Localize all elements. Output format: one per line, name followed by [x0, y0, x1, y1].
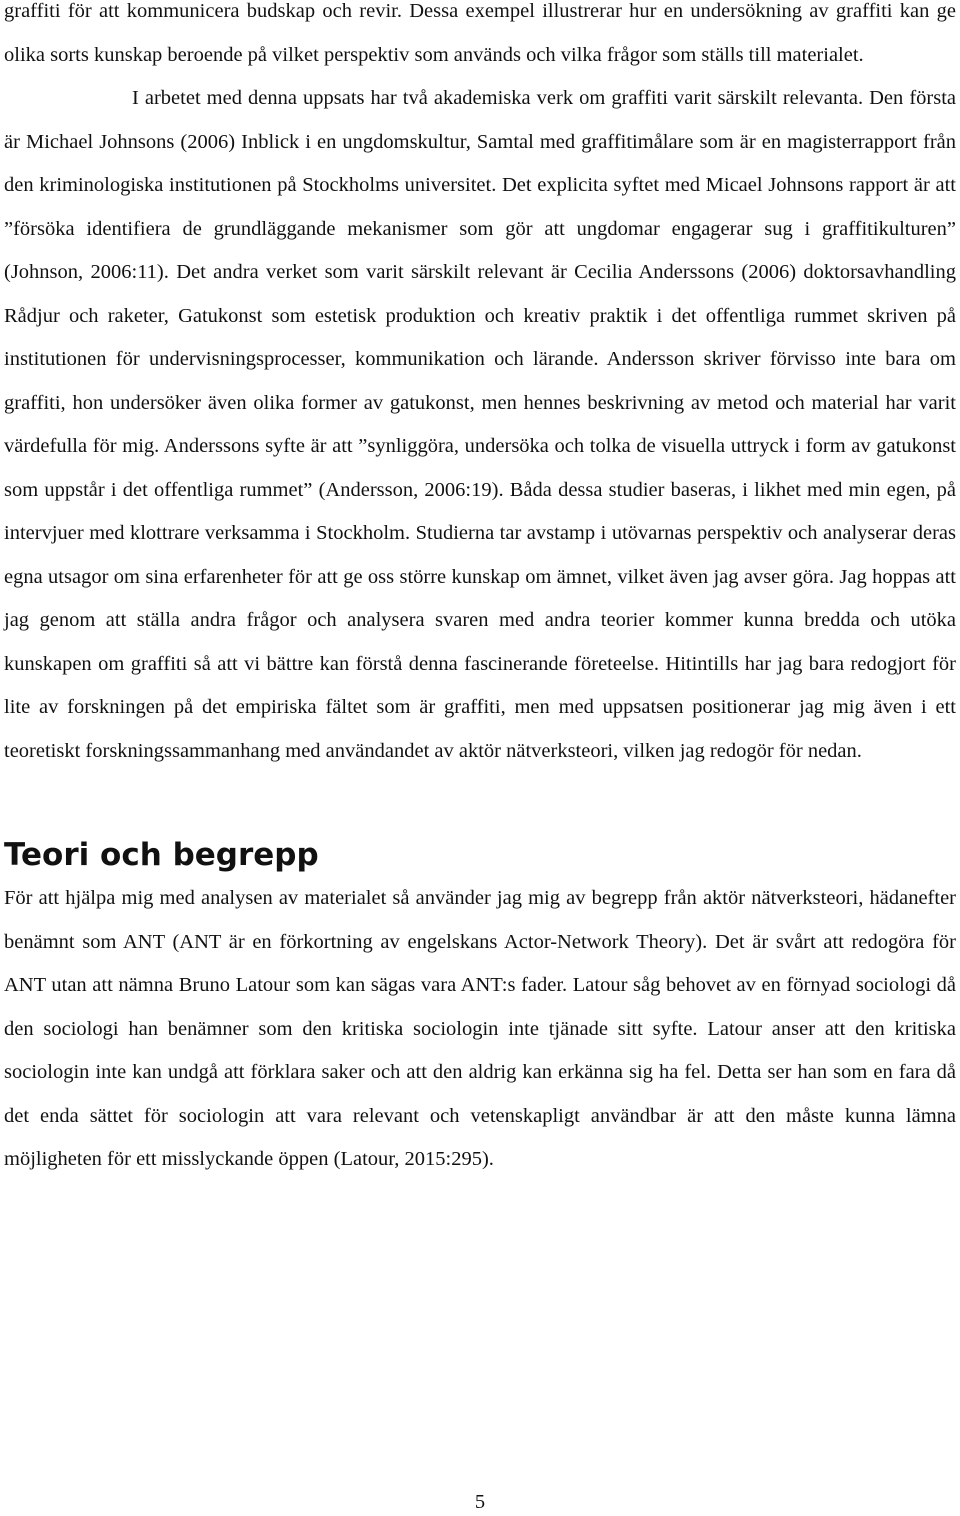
- section-heading: Teori och begrepp: [4, 837, 319, 873]
- paragraph-theory: För att hjälpa mig med analysen av materialet så använder jag mig av begrepp från aktör nätverksteori, hädanefter benämnt som ANT (ANT är en förkortning av engelskans Actor-Network Theory). Det är svårt att redogöra för ANT utan att nämna Bruno Latour som kan sägas vara ANT:s fader. Latour såg behovet av en förnyad sociologi då den sociologi han benämner som den kritiska sociologin inte tjänade sitt syfte. Latour anser att den kritiska sociologin inte kan undgå att förklara saker och att den aldrig kan erkänna sig ha fel. Detta ser han som en fara då det enda sättet för sociologin att vara relevant och vetenskapligt användbar är att den måste kunna lämna möjligheten för ett misslyckande öppen (Latour, 2015:295).: [4, 887, 956, 1170]
- paragraph-previous-research: I arbetet med denna uppsats har två akademiska verk om graffiti varit särskilt relevanta. Den första är Michael Johnsons (2006) Inblick i en ungdomskultur, Samtal med graffitimålare som är en magisterrapport från den kriminologiska institutionen på Stockholms universitet. Det explicita syftet med Micael Johnsons rapport är att ”försöka identifiera de grundläggande mekanismer som gör att ungdomar engagerar sug i graffitikulturen” (Johnson, 2006:11). Det andra verket som varit särskilt relevant är Cecilia Anderssons (2006) doktorsavhandling Rådjur och raketer, Gatukonst som estetisk produktion och kreativ praktik i det offentliga rummet skriven på institutionen för undervisningsprocesser, kommunikation och lärande. Andersson skriver förvisso inte bara om graffiti, hon undersöker även olika former av gatukonst, men hennes beskrivning av metod och material har varit värdefulla för mig. Anderssons syfte är att ”synliggöra, undersöka och tolka de visuella uttryck i form av gatukonst som uppstår i det offentliga rummet” (Andersson, 2006:19). Båda dessa studier baseras, i likhet med min egen, på intervjuer med klottrare verksamma i Stockholm. Studierna tar avstamp i utövarnas perspektiv och analyserar deras egna utsagor om sina erfarenheter för att ge oss större kunskap om ämnet, vilket även jag avser göra. Jag hoppas att jag genom att ställa andra frågor och analysera svaren med andra teorier kommer kunna bredda och utöka kunskapen om graffiti så att vi bättre kan förstå denna fascinerande företeelse. Hitintills har jag bara redogjort för lite av forskningen på det empiriska fältet som är graffiti, men med uppsatsen positionerar jag mig även i ett teoretiskt forskningssammanhang med användandet av aktör nätverksteori, vilken jag redogör för nedan.: [4, 87, 956, 762]
- paragraph-continued: graffiti för att kommunicera budskap och revir. Dessa exempel illustrerar hur en undersökning av graffiti kan ge olika sorts kunskap beroende på vilket perspektiv som används och vilka frågor som ställs till materialet.: [4, 0, 956, 66]
- page-number: 5: [474, 1491, 486, 1513]
- document-page: [4, 0, 956, 1182]
